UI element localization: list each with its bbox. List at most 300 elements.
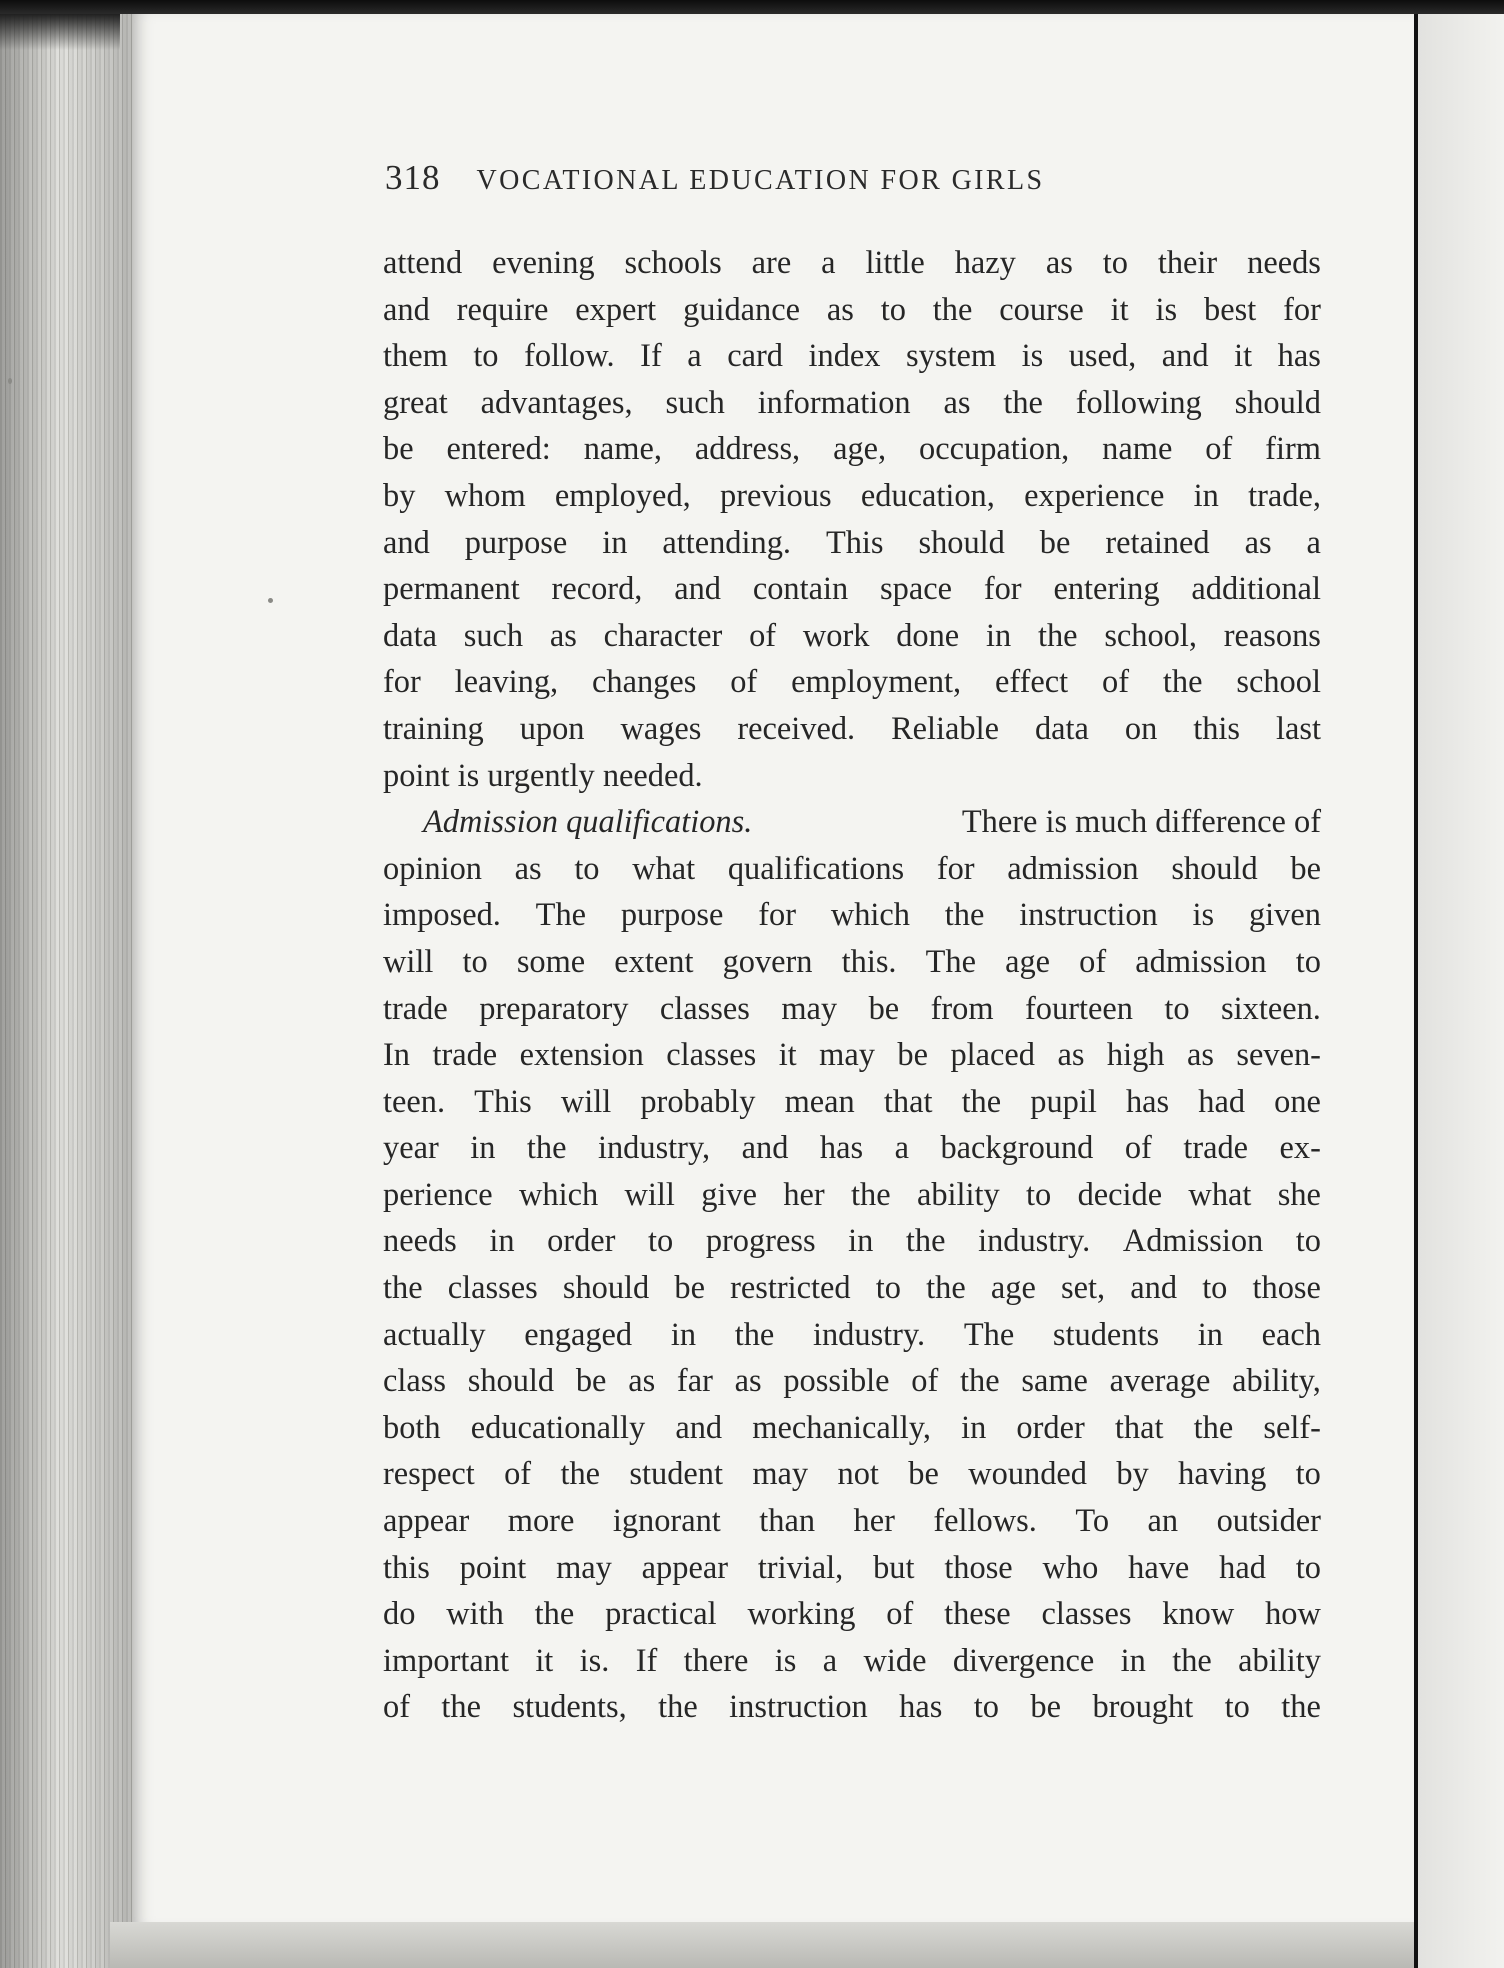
text-line <box>383 1545 1321 1592</box>
word: the <box>960 1363 1000 1400</box>
word: employment, <box>791 664 962 701</box>
word: had <box>1219 1549 1266 1586</box>
word: mean <box>784 1083 855 1120</box>
word: reasons <box>1223 617 1321 654</box>
word: her <box>853 1503 895 1540</box>
word: the <box>441 1689 481 1726</box>
word: this <box>383 1549 430 1586</box>
word: ex- <box>1279 1130 1321 1167</box>
word: a <box>821 245 836 281</box>
word: has <box>1277 338 1321 375</box>
word: and <box>1161 338 1209 375</box>
page-stack-top-shadow <box>0 14 120 50</box>
word: the <box>944 897 985 934</box>
word: the <box>1281 1689 1321 1726</box>
word: of <box>886 1596 914 1633</box>
line-text <box>383 659 1321 706</box>
text-line <box>383 380 1321 427</box>
word: Admission <box>1122 1223 1264 1260</box>
word: more <box>507 1503 575 1540</box>
word: wages <box>620 710 702 747</box>
word: for <box>936 850 975 887</box>
word: and <box>1130 1270 1178 1307</box>
line-text <box>383 706 1321 753</box>
page-number: 318 <box>385 158 441 197</box>
word: appear <box>641 1549 728 1586</box>
word: upon <box>519 710 585 747</box>
word: the <box>383 1270 423 1307</box>
word: school <box>1236 664 1321 701</box>
text-line <box>383 1591 1321 1638</box>
text-line <box>383 1498 1321 1545</box>
word: not <box>837 1456 879 1493</box>
word: trade <box>432 1037 498 1074</box>
word: same <box>1021 1363 1088 1400</box>
word: classes <box>1041 1596 1132 1633</box>
word: which <box>830 897 910 934</box>
word: to <box>1295 1549 1321 1586</box>
line-text <box>383 846 1321 893</box>
word: classes <box>447 1270 538 1307</box>
word: these <box>944 1596 1011 1633</box>
word: expert <box>575 291 657 328</box>
paragraph-2 <box>383 799 1321 1731</box>
word: may <box>556 1549 612 1586</box>
word: that <box>883 1083 933 1120</box>
line-text <box>383 1498 1321 1545</box>
word: ability, <box>1232 1363 1321 1400</box>
text-line <box>383 659 1321 706</box>
text-line <box>383 1358 1321 1405</box>
paper-speck <box>268 598 273 603</box>
word: address, <box>694 431 801 468</box>
word: the <box>1003 384 1043 421</box>
word: information <box>757 384 911 421</box>
word: school, <box>1104 617 1197 654</box>
word: to <box>880 291 906 328</box>
word: and <box>674 571 721 608</box>
word: record, <box>551 571 643 608</box>
word: as <box>514 850 542 887</box>
word: the <box>1172 1642 1212 1679</box>
word: should <box>918 524 1005 561</box>
word: to <box>1026 1176 1052 1213</box>
word: contain <box>752 571 849 608</box>
line-text <box>383 240 1321 287</box>
line-text <box>383 892 1321 939</box>
word: to <box>574 850 600 887</box>
word: that <box>1114 1409 1164 1446</box>
word: has <box>899 1689 943 1726</box>
word: space <box>880 571 952 608</box>
word: to <box>1202 1270 1228 1307</box>
word: training <box>383 710 484 747</box>
text-line <box>383 240 1321 287</box>
word: employed, <box>554 477 691 514</box>
word: both <box>383 1409 441 1446</box>
body-text <box>383 240 1321 1731</box>
word: engaged <box>524 1316 633 1353</box>
word: instruction <box>1019 897 1158 934</box>
word: an <box>1147 1503 1179 1540</box>
word: which <box>519 1176 599 1213</box>
word: If <box>640 338 662 375</box>
word: attending. <box>662 524 791 561</box>
word: permanent <box>383 571 520 608</box>
word: seven- <box>1236 1037 1321 1074</box>
word: divergence <box>952 1642 1095 1679</box>
word: character <box>603 617 723 654</box>
word: extension <box>519 1037 644 1074</box>
word: guidance <box>683 291 800 328</box>
word: be <box>575 1363 607 1400</box>
word: be <box>868 990 900 1027</box>
word: purpose <box>464 524 568 561</box>
word: best <box>1204 291 1257 328</box>
word: practical <box>605 1596 717 1633</box>
word: in <box>985 617 1012 654</box>
word: teen. <box>383 1083 446 1120</box>
word: to <box>1102 245 1128 281</box>
word: who <box>1042 1549 1099 1586</box>
word: one <box>1274 1083 1321 1120</box>
word: on <box>1124 710 1158 747</box>
word: should <box>1171 850 1258 887</box>
word: placed <box>950 1037 1035 1074</box>
text-line <box>383 1079 1321 1126</box>
word: sixteen. <box>1221 990 1321 1027</box>
word: have <box>1128 1549 1190 1586</box>
text-line <box>383 1172 1321 1219</box>
word: class <box>383 1363 446 1400</box>
word: received. <box>737 710 856 747</box>
word: fourteen <box>1025 990 1133 1027</box>
word: experience <box>1024 477 1165 514</box>
text-line <box>383 939 1321 986</box>
word: the <box>851 1176 891 1213</box>
word: working <box>747 1596 856 1633</box>
text-line <box>383 1312 1321 1359</box>
word: imposed. <box>383 897 501 934</box>
text-line <box>383 1265 1321 1312</box>
text-line <box>383 1405 1321 1452</box>
word: effect <box>995 664 1069 701</box>
word: entered: <box>446 431 551 468</box>
word: as <box>734 1363 762 1400</box>
word: follow. <box>524 338 615 375</box>
facing-page-edge <box>1418 14 1504 1968</box>
word: the <box>560 1456 601 1493</box>
word: as <box>549 617 577 654</box>
text-line <box>383 333 1321 380</box>
word: and <box>675 1409 723 1446</box>
word: progress <box>705 1223 816 1260</box>
word: If <box>635 1642 658 1679</box>
word: of <box>504 1456 532 1493</box>
word: schools <box>624 245 722 281</box>
word: for <box>383 664 421 701</box>
line-text <box>383 1079 1321 1126</box>
word: as <box>1045 245 1073 281</box>
word: to <box>875 1270 901 1307</box>
text-line <box>383 426 1321 473</box>
word: the <box>1193 1409 1234 1446</box>
word: Reliable <box>891 710 1000 747</box>
word: industry, <box>597 1130 711 1167</box>
word: will <box>624 1176 675 1213</box>
word: trade <box>383 990 448 1027</box>
line-text <box>383 1451 1321 1498</box>
word: actually <box>383 1316 486 1353</box>
word: the <box>905 1223 946 1260</box>
word: be <box>1039 524 1071 561</box>
word: The <box>925 943 976 980</box>
word: to <box>1224 1689 1250 1726</box>
word: in <box>602 524 628 561</box>
word: it <box>535 1642 554 1679</box>
word: be <box>1290 850 1321 887</box>
line-text <box>383 1638 1321 1685</box>
word: as <box>1057 1037 1085 1074</box>
word: year <box>383 1130 439 1167</box>
text-line <box>383 473 1321 520</box>
word: preparatory <box>479 990 629 1027</box>
word: pupil <box>1030 1083 1097 1120</box>
line-text <box>383 613 1321 660</box>
word: age, <box>833 431 887 468</box>
word: brought <box>1092 1689 1194 1726</box>
word: system <box>906 338 997 375</box>
word: should <box>467 1363 555 1400</box>
line-text <box>383 1358 1321 1405</box>
word: name, <box>583 431 662 468</box>
word: be <box>674 1270 705 1307</box>
word: respect <box>383 1456 475 1493</box>
word: to <box>973 1689 999 1726</box>
word: extent <box>614 943 694 980</box>
word: is <box>774 1642 797 1679</box>
word: point <box>459 1549 527 1586</box>
word: may <box>752 1456 809 1493</box>
word: age <box>1005 943 1051 980</box>
word: the <box>926 1270 966 1307</box>
word: to <box>473 338 499 375</box>
word: as <box>943 384 971 421</box>
page-bottom-edge <box>110 1922 1420 1968</box>
word: are <box>751 245 792 281</box>
word: additional <box>1191 571 1321 608</box>
word: needs <box>1247 245 1321 281</box>
word: attend <box>383 245 463 281</box>
word: students <box>1052 1316 1160 1353</box>
text-line <box>383 799 1321 846</box>
word: to <box>1295 1456 1321 1493</box>
word: this. <box>841 943 897 980</box>
line-text <box>383 566 1321 613</box>
word: in <box>961 1409 987 1446</box>
line-text <box>383 1032 1321 1079</box>
word: than <box>759 1503 816 1540</box>
text-line <box>383 892 1321 939</box>
word: whom <box>444 477 526 514</box>
line-text <box>383 426 1321 473</box>
word: this <box>1193 710 1241 747</box>
line-text <box>383 333 1321 380</box>
first-line-text: There is much difference of <box>961 804 1321 841</box>
word: with <box>446 1596 504 1633</box>
paragraph-1 <box>383 240 1321 799</box>
word: ability <box>916 1176 1000 1213</box>
line-text <box>383 520 1321 567</box>
word: This <box>825 524 884 561</box>
word: qualifications <box>727 850 905 887</box>
word: to <box>648 1223 674 1260</box>
word: self- <box>1263 1409 1321 1446</box>
word: in <box>1120 1642 1146 1679</box>
word: course <box>999 291 1084 328</box>
word: may <box>819 1037 875 1074</box>
word: a <box>1306 524 1321 561</box>
word: to <box>1295 1223 1321 1260</box>
word: has <box>1125 1083 1170 1120</box>
word: it <box>1110 291 1129 328</box>
word: govern <box>722 943 813 980</box>
word: name <box>1102 431 1173 468</box>
line-text <box>383 1684 1321 1731</box>
word: In <box>383 1037 410 1074</box>
word: do <box>383 1596 416 1633</box>
word: possible <box>783 1363 890 1400</box>
word: trivial, <box>757 1549 844 1586</box>
word: and <box>741 1130 789 1167</box>
running-head <box>385 158 1325 208</box>
word: This <box>474 1083 532 1120</box>
word: to <box>1295 943 1321 980</box>
word: high <box>1106 1037 1165 1074</box>
text-line <box>383 1638 1321 1685</box>
word: instruction <box>729 1689 868 1726</box>
text-line <box>383 520 1321 567</box>
word: each <box>1261 1316 1321 1353</box>
word: a <box>822 1642 838 1679</box>
text-line <box>383 986 1321 1033</box>
word: previous <box>720 477 832 514</box>
word: should <box>1234 384 1321 421</box>
word: of <box>1079 943 1107 980</box>
word: classes <box>666 1037 757 1074</box>
word: needs <box>383 1223 457 1260</box>
word: as <box>826 291 854 328</box>
word: the <box>658 1689 698 1726</box>
word: by <box>1116 1456 1149 1493</box>
word: in <box>470 1130 496 1167</box>
word: restricted <box>730 1270 851 1307</box>
line-text <box>383 986 1321 1033</box>
line-text <box>383 1545 1321 1592</box>
word: wounded <box>968 1456 1087 1493</box>
word: occupation, <box>919 431 1070 468</box>
word: a <box>894 1130 909 1167</box>
word: what <box>632 850 696 887</box>
word: as <box>628 1363 656 1400</box>
word: having <box>1178 1456 1267 1493</box>
word: trade <box>1183 1130 1249 1167</box>
word: opinion <box>383 850 482 887</box>
word: advantages, <box>480 384 633 421</box>
text-line <box>383 1218 1321 1265</box>
text-line <box>383 1451 1321 1498</box>
word: and <box>383 524 430 561</box>
word: be <box>897 1037 928 1074</box>
word: some <box>516 943 586 980</box>
word: is <box>1155 291 1178 328</box>
page-stack-shading <box>0 14 135 1968</box>
word: those <box>944 1549 1013 1586</box>
word: probably <box>640 1083 756 1120</box>
word: perience <box>383 1176 493 1213</box>
scan-top-edge <box>0 0 1504 14</box>
word: has <box>819 1130 864 1167</box>
text-line <box>383 846 1321 893</box>
word: to <box>462 943 488 980</box>
word: of <box>1102 664 1130 701</box>
word: industry. <box>812 1316 926 1353</box>
text-line <box>383 753 1321 800</box>
word: education, <box>860 477 995 514</box>
line-text <box>383 939 1321 986</box>
word: To <box>1075 1503 1110 1540</box>
word: admission <box>1135 943 1267 980</box>
line-text <box>383 1265 1321 1312</box>
line-text <box>383 287 1321 334</box>
word: in <box>848 1223 874 1260</box>
word: give <box>701 1176 758 1213</box>
word: of <box>1124 1130 1152 1167</box>
word: be <box>383 431 414 468</box>
word: data <box>383 617 437 654</box>
word: them <box>383 338 448 375</box>
word: students, <box>512 1689 627 1726</box>
word: order <box>1016 1409 1085 1446</box>
word: educationally <box>470 1409 646 1446</box>
word: the <box>961 1083 1002 1120</box>
word: know <box>1162 1596 1235 1633</box>
word: the <box>734 1316 775 1353</box>
word: wide <box>863 1642 927 1679</box>
word: card <box>727 338 783 375</box>
word: will <box>560 1083 612 1120</box>
line-text <box>383 1125 1321 1172</box>
word: given <box>1248 897 1321 934</box>
word: purpose <box>620 897 724 934</box>
line-text <box>383 473 1321 520</box>
line-text: point is urgently needed. <box>383 757 703 794</box>
word: appear <box>383 1503 470 1540</box>
text-line <box>383 1684 1321 1731</box>
text-line <box>383 566 1321 613</box>
word: how <box>1265 1596 1321 1633</box>
word: the <box>932 291 973 328</box>
word: but <box>873 1549 915 1586</box>
word: there <box>683 1642 749 1679</box>
word: leaving, <box>454 664 559 701</box>
word: the <box>1162 664 1203 701</box>
word: used, <box>1068 338 1137 375</box>
word: great <box>383 384 448 421</box>
word: for <box>1283 291 1321 328</box>
word: of <box>749 617 777 654</box>
word: work <box>802 617 870 654</box>
